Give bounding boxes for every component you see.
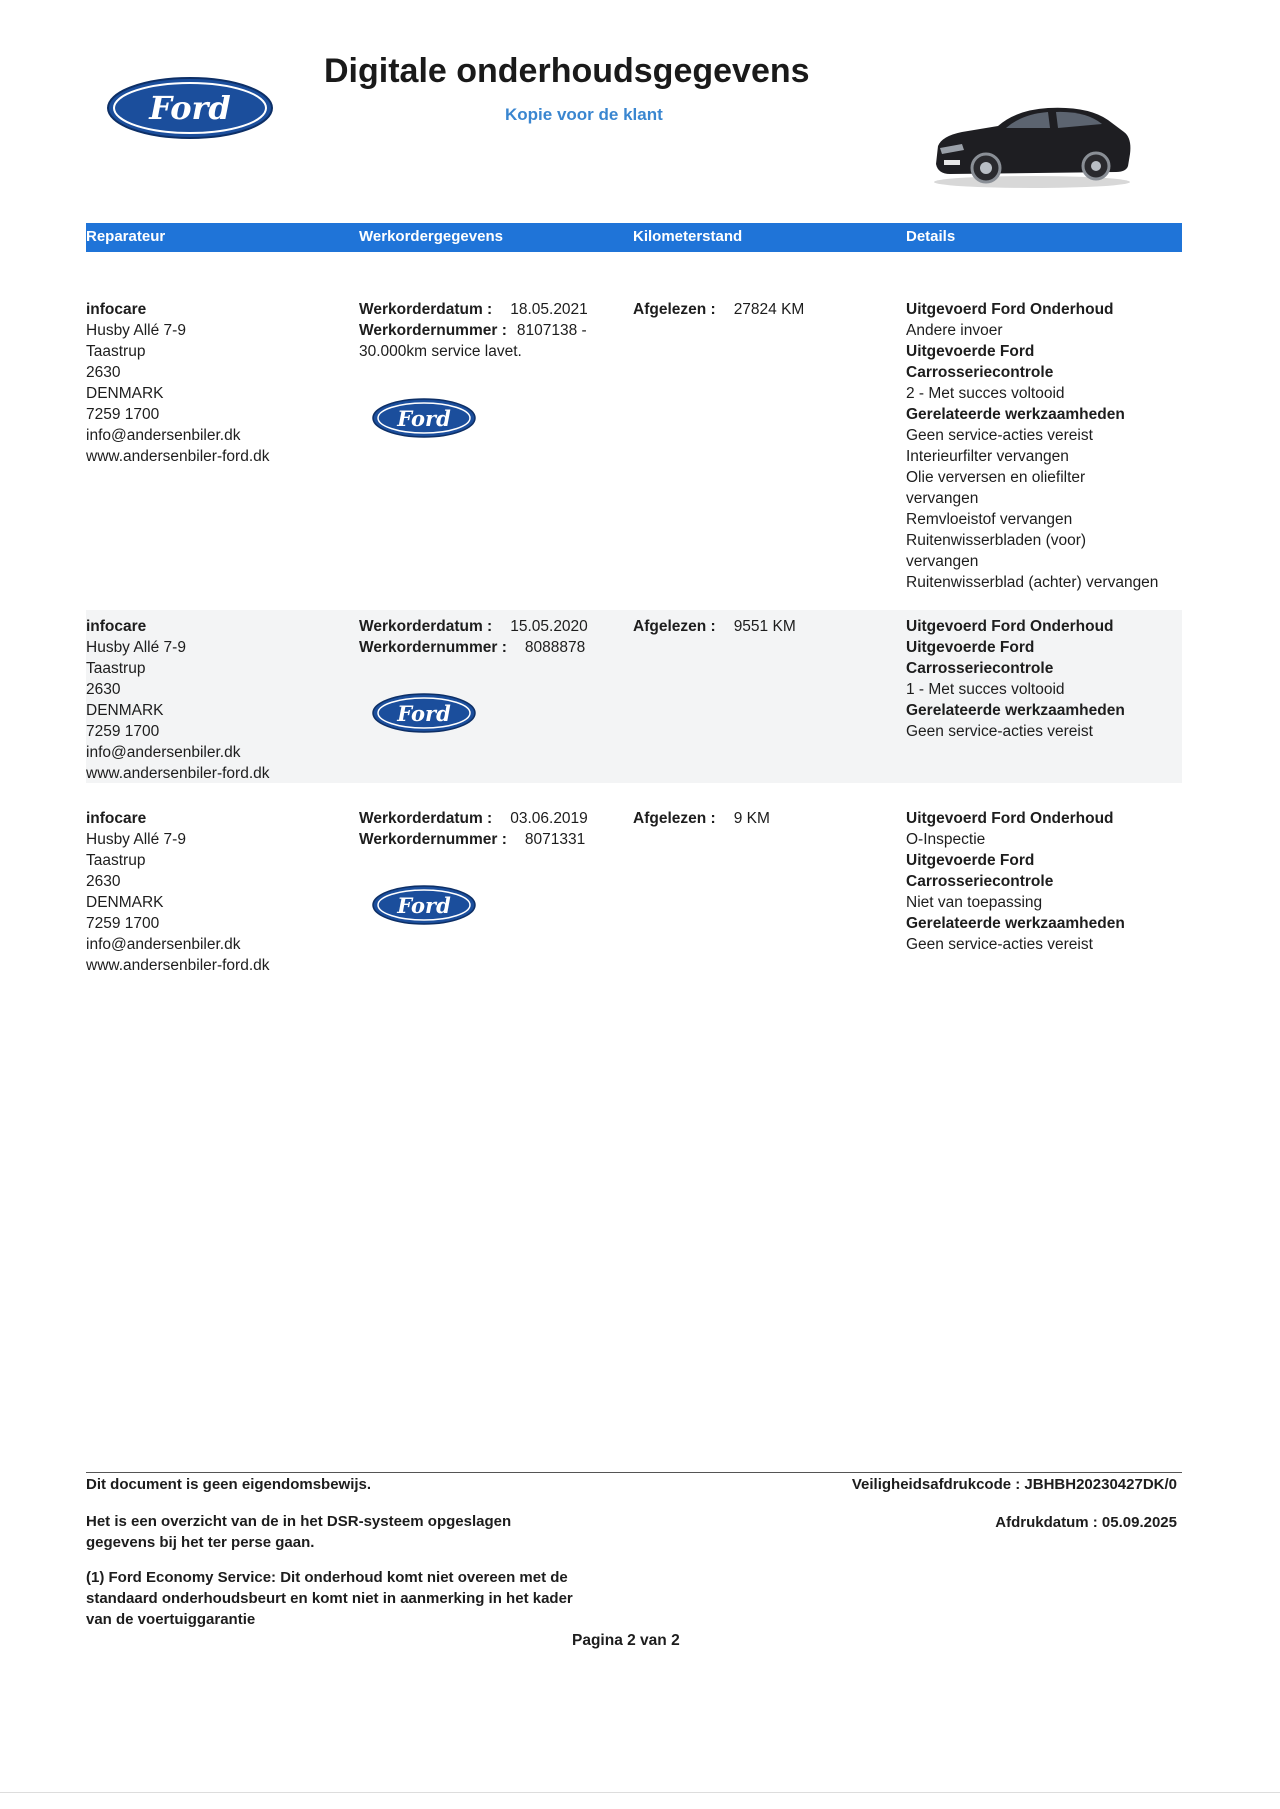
details-line: 1 - Met succes voltooid [906,681,1065,698]
workorder-number: 8071331 [524,831,586,848]
repairer-country: DENMARK [86,702,164,719]
details-line: Uitgevoerd Ford Onderhoud [906,301,1114,318]
details-line: Uitgevoerde Ford [906,639,1035,656]
workorder-date-label: Werkorderdatum : [359,618,493,635]
mileage-info [633,808,893,829]
ford-logo [371,884,477,926]
ford-logo [105,75,275,141]
workorder-info [359,616,624,658]
repairer-name: infocare [86,618,147,635]
column-header-mileage: Kilometerstand [633,228,743,245]
mileage-value: 9551 KM [733,618,796,635]
repairer-email: info@andersenbiler.dk [86,744,241,761]
repairer-city: Taastrup [86,660,146,677]
repairer-country: DENMARK [86,894,164,911]
mileage-label: Afgelezen : [633,301,716,318]
workorder-date: 03.06.2019 [510,810,588,827]
mileage-value: 9 KM [733,810,770,827]
details-line: Olie verversen en oliefilter [906,469,1086,486]
details-line: Carrosseriecontrole [906,660,1054,677]
workorder-number: 8107138 - [516,322,587,339]
details-line: 2 - Met succes voltooid [906,385,1065,402]
details-line: Niet van toepassing [906,894,1043,911]
details-list [906,808,1182,955]
workorder-number-label: Werkordernummer : [359,322,507,339]
service-record [86,293,1182,598]
repairer-name: infocare [86,301,147,318]
workorder-info [359,808,624,850]
repairer-street: Husby Allé 7-9 [86,639,186,656]
details-line: Uitgevoerd Ford Onderhoud [906,810,1114,827]
repairer-postcode: 2630 [86,873,121,890]
column-header-details: Details [906,228,956,245]
page-subtitle: Kopie voor de klant [505,105,663,124]
details-line: vervangen [906,553,979,570]
footer-disclaimer: Dit document is geen eigendomsbewijs. [86,1476,372,1493]
details-line: O-Inspectie [906,831,986,848]
svg-text:Ford: Ford [149,89,231,127]
mileage-label: Afgelezen : [633,618,716,635]
repairer-postcode: 2630 [86,681,121,698]
details-line: Gerelateerde werkzaamheden [906,915,1125,932]
details-line: Geen service-acties vereist [906,723,1093,740]
footer-overview: Het is een overzicht van de in het DSR-systeem opgeslagen gegevens bij het ter perse gaan. [86,1513,512,1551]
details-line: Gerelateerde werkzaamheden [906,406,1125,423]
page-bottom-edge [0,1792,1280,1793]
repairer-name: infocare [86,810,147,827]
workorder-info [359,299,624,362]
repairer-phone: 7259 1700 [86,723,160,740]
repairer-country: DENMARK [86,385,164,402]
mileage-info [633,616,893,637]
details-line: Ruitenwisserbladen (voor) [906,532,1087,549]
details-line: Carrosseriecontrole [906,364,1054,381]
svg-text:Ford: Ford [397,701,451,726]
details-line: Interieurfilter vervangen [906,448,1069,465]
table-header [86,223,1182,252]
details-line: Uitgevoerd Ford Onderhoud [906,618,1114,635]
repairer-info [86,808,356,976]
details-line: Geen service-acties vereist [906,427,1093,444]
footer-economy-note: (1) Ford Economy Service: Dit onderhoud komt niet overeen met de standaard onderhoudsbeurt en komt niet in aanmerking in het kader van de voertuiggarantie [86,1569,573,1628]
repairer-city: Taastrup [86,343,146,360]
page-title: Digitale onderhoudsgegevens [324,52,810,90]
mileage-label: Afgelezen : [633,810,716,827]
workorder-number: 8088878 [524,639,586,656]
details-line: Andere invoer [906,322,1003,339]
details-line: Ruitenwisserblad (achter) vervangen [906,574,1159,591]
workorder-note: 30.000km service lavet. [359,343,522,360]
service-record [86,610,1182,783]
repairer-city: Taastrup [86,852,146,869]
workorder-date-label: Werkorderdatum : [359,810,493,827]
details-line: Carrosseriecontrole [906,873,1054,890]
mileage-value: 27824 KM [733,301,805,318]
car-image [928,98,1136,192]
repairer-street: Husby Allé 7-9 [86,831,186,848]
security-print-code: Veiligheidsafdrukcode : JBHBH20230427DK/0 [851,1476,1177,1493]
repairer-phone: 7259 1700 [86,915,160,932]
details-list [906,299,1182,593]
repairer-postcode: 2630 [86,364,121,381]
details-line: Geen service-acties vereist [906,936,1093,953]
repairer-street: Husby Allé 7-9 [86,322,186,339]
svg-text:Ford: Ford [397,893,451,918]
page-number: Pagina 2 van 2 [572,1632,680,1649]
workorder-date-label: Werkorderdatum : [359,301,493,318]
details-line: Uitgevoerde Ford [906,852,1035,869]
repairer-info [86,299,356,467]
repairer-website: www.andersenbiler-ford.dk [86,957,270,974]
details-line: Uitgevoerde Ford [906,343,1035,360]
repairer-website: www.andersenbiler-ford.dk [86,765,270,782]
mileage-info [633,299,893,320]
workorder-number-label: Werkordernummer : [359,639,507,656]
column-header-repairer: Reparateur [86,228,166,245]
repairer-website: www.andersenbiler-ford.dk [86,448,270,465]
ford-logo [371,692,477,734]
svg-text:Ford: Ford [397,406,451,431]
workorder-date: 18.05.2021 [510,301,588,318]
repairer-info [86,616,356,784]
print-date: Afdrukdatum : 05.09.2025 [995,1514,1177,1531]
service-record [86,802,1182,982]
workorder-number-label: Werkordernummer : [359,831,507,848]
repairer-phone: 7259 1700 [86,406,160,423]
details-line: Remvloeistof vervangen [906,511,1073,528]
details-line: Gerelateerde werkzaamheden [906,702,1125,719]
details-line: vervangen [906,490,979,507]
repairer-email: info@andersenbiler.dk [86,427,241,444]
ford-logo [371,397,477,439]
column-header-workorder: Werkordergegevens [359,228,503,245]
workorder-date: 15.05.2020 [510,618,588,635]
footer-divider [86,1472,1182,1473]
repairer-email: info@andersenbiler.dk [86,936,241,953]
details-list [906,616,1182,742]
